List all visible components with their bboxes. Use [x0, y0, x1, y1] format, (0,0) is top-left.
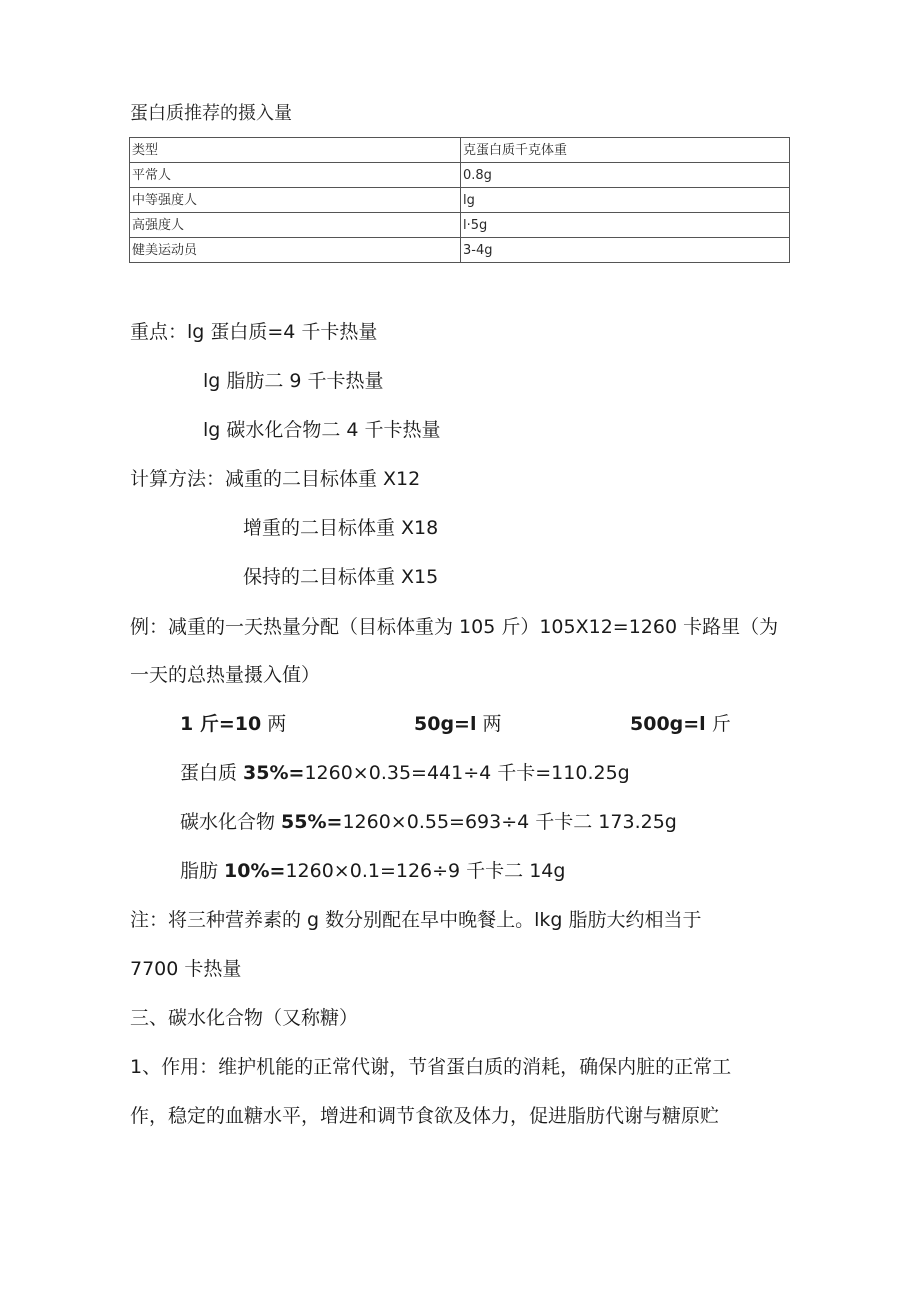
table-header-cell: 克蛋白质千克体重 — [461, 138, 790, 163]
table-cell-amount: 0.8g — [461, 163, 790, 188]
table-cell-amount: l·5g — [461, 213, 790, 238]
key-point-fat: lg 脂肪二 9 千卡热量 — [203, 370, 384, 392]
method-maintain-weight: 保持的二目标体重 X15 — [243, 566, 439, 588]
unit-gram-jin — [630, 710, 731, 738]
table-row — [130, 163, 790, 188]
nutrient-label: 脂肪 — [180, 860, 225, 882]
table-cell-type: 平常人 — [130, 163, 461, 188]
nutrient-calculation: 1260×0.1=126÷9 千卡二 14g — [285, 860, 566, 882]
unit-jin-liang — [180, 710, 286, 738]
nutrient-calculation: 1260×0.35=441÷4 千卡=110.25g — [304, 762, 630, 784]
nutrient-percent: 10%= — [224, 860, 286, 882]
protein-intake-table — [129, 137, 790, 263]
nutrient-label: 蛋白质 — [180, 762, 244, 784]
nutrient-calculation: 1260×0.55=693÷4 千卡二 173.25g — [342, 811, 677, 833]
table-row — [130, 238, 790, 263]
page-title: 蛋白质推荐的摄入量 — [130, 103, 292, 124]
unit-gram-liang — [414, 710, 502, 738]
note-line-1: 注：将三种营养素的 g 数分别配在早中晚餐上。lkg 脂肪大约相当于 — [130, 909, 702, 931]
paragraph-line-2: 作，稳定的血糖水平，增进和调节食欲及体力，促进脂肪代谢与糖原贮 — [130, 1105, 720, 1127]
table-row — [130, 188, 790, 213]
paragraph-line-1: 1、作用：维护机能的正常代谢，节省蛋白质的消耗，确保内脏的正常工 — [130, 1056, 732, 1078]
table-row — [130, 213, 790, 238]
table-cell-amount: 3-4g — [461, 238, 790, 263]
unit-value: 1 斤=10 — [180, 713, 262, 735]
table-header-cell: 类型 — [130, 138, 461, 163]
table-header-row — [130, 138, 790, 163]
key-point-carb: lg 碳水化合物二 4 千卡热量 — [203, 419, 441, 441]
table-cell-type: 健美运动员 — [130, 238, 461, 263]
note-line-2: 7700 卡热量 — [130, 958, 242, 980]
unit-label: 斤 — [705, 713, 731, 735]
distribution-carb — [180, 808, 677, 836]
unit-value: 500g=l — [630, 713, 706, 735]
nutrient-percent: 55%= — [281, 811, 343, 833]
example-line-1: 例：减重的一天热量分配（目标体重为 105 斤）105X12=1260 卡路里（为 — [130, 616, 779, 638]
unit-value: 50g=l — [414, 713, 477, 735]
table-cell-type: 中等强度人 — [130, 188, 461, 213]
key-point-protein: 重点：lg 蛋白质=4 千卡热量 — [130, 321, 378, 343]
nutrient-percent: 35%= — [243, 762, 305, 784]
method-gain-weight: 增重的二目标体重 X18 — [243, 517, 439, 539]
table-cell-type: 高强度人 — [130, 213, 461, 238]
method-lose-weight: 计算方法：减重的二目标体重 X12 — [130, 468, 421, 490]
distribution-fat — [180, 857, 565, 885]
table-cell-amount: lg — [461, 188, 790, 213]
section-heading: 三、碳水化合物（又称糖） — [130, 1007, 359, 1029]
distribution-protein — [180, 759, 630, 787]
example-line-2: 一天的总热量摄入值） — [130, 664, 321, 686]
nutrient-label: 碳水化合物 — [180, 811, 282, 833]
unit-label: 两 — [261, 713, 287, 735]
unit-label: 两 — [476, 713, 502, 735]
